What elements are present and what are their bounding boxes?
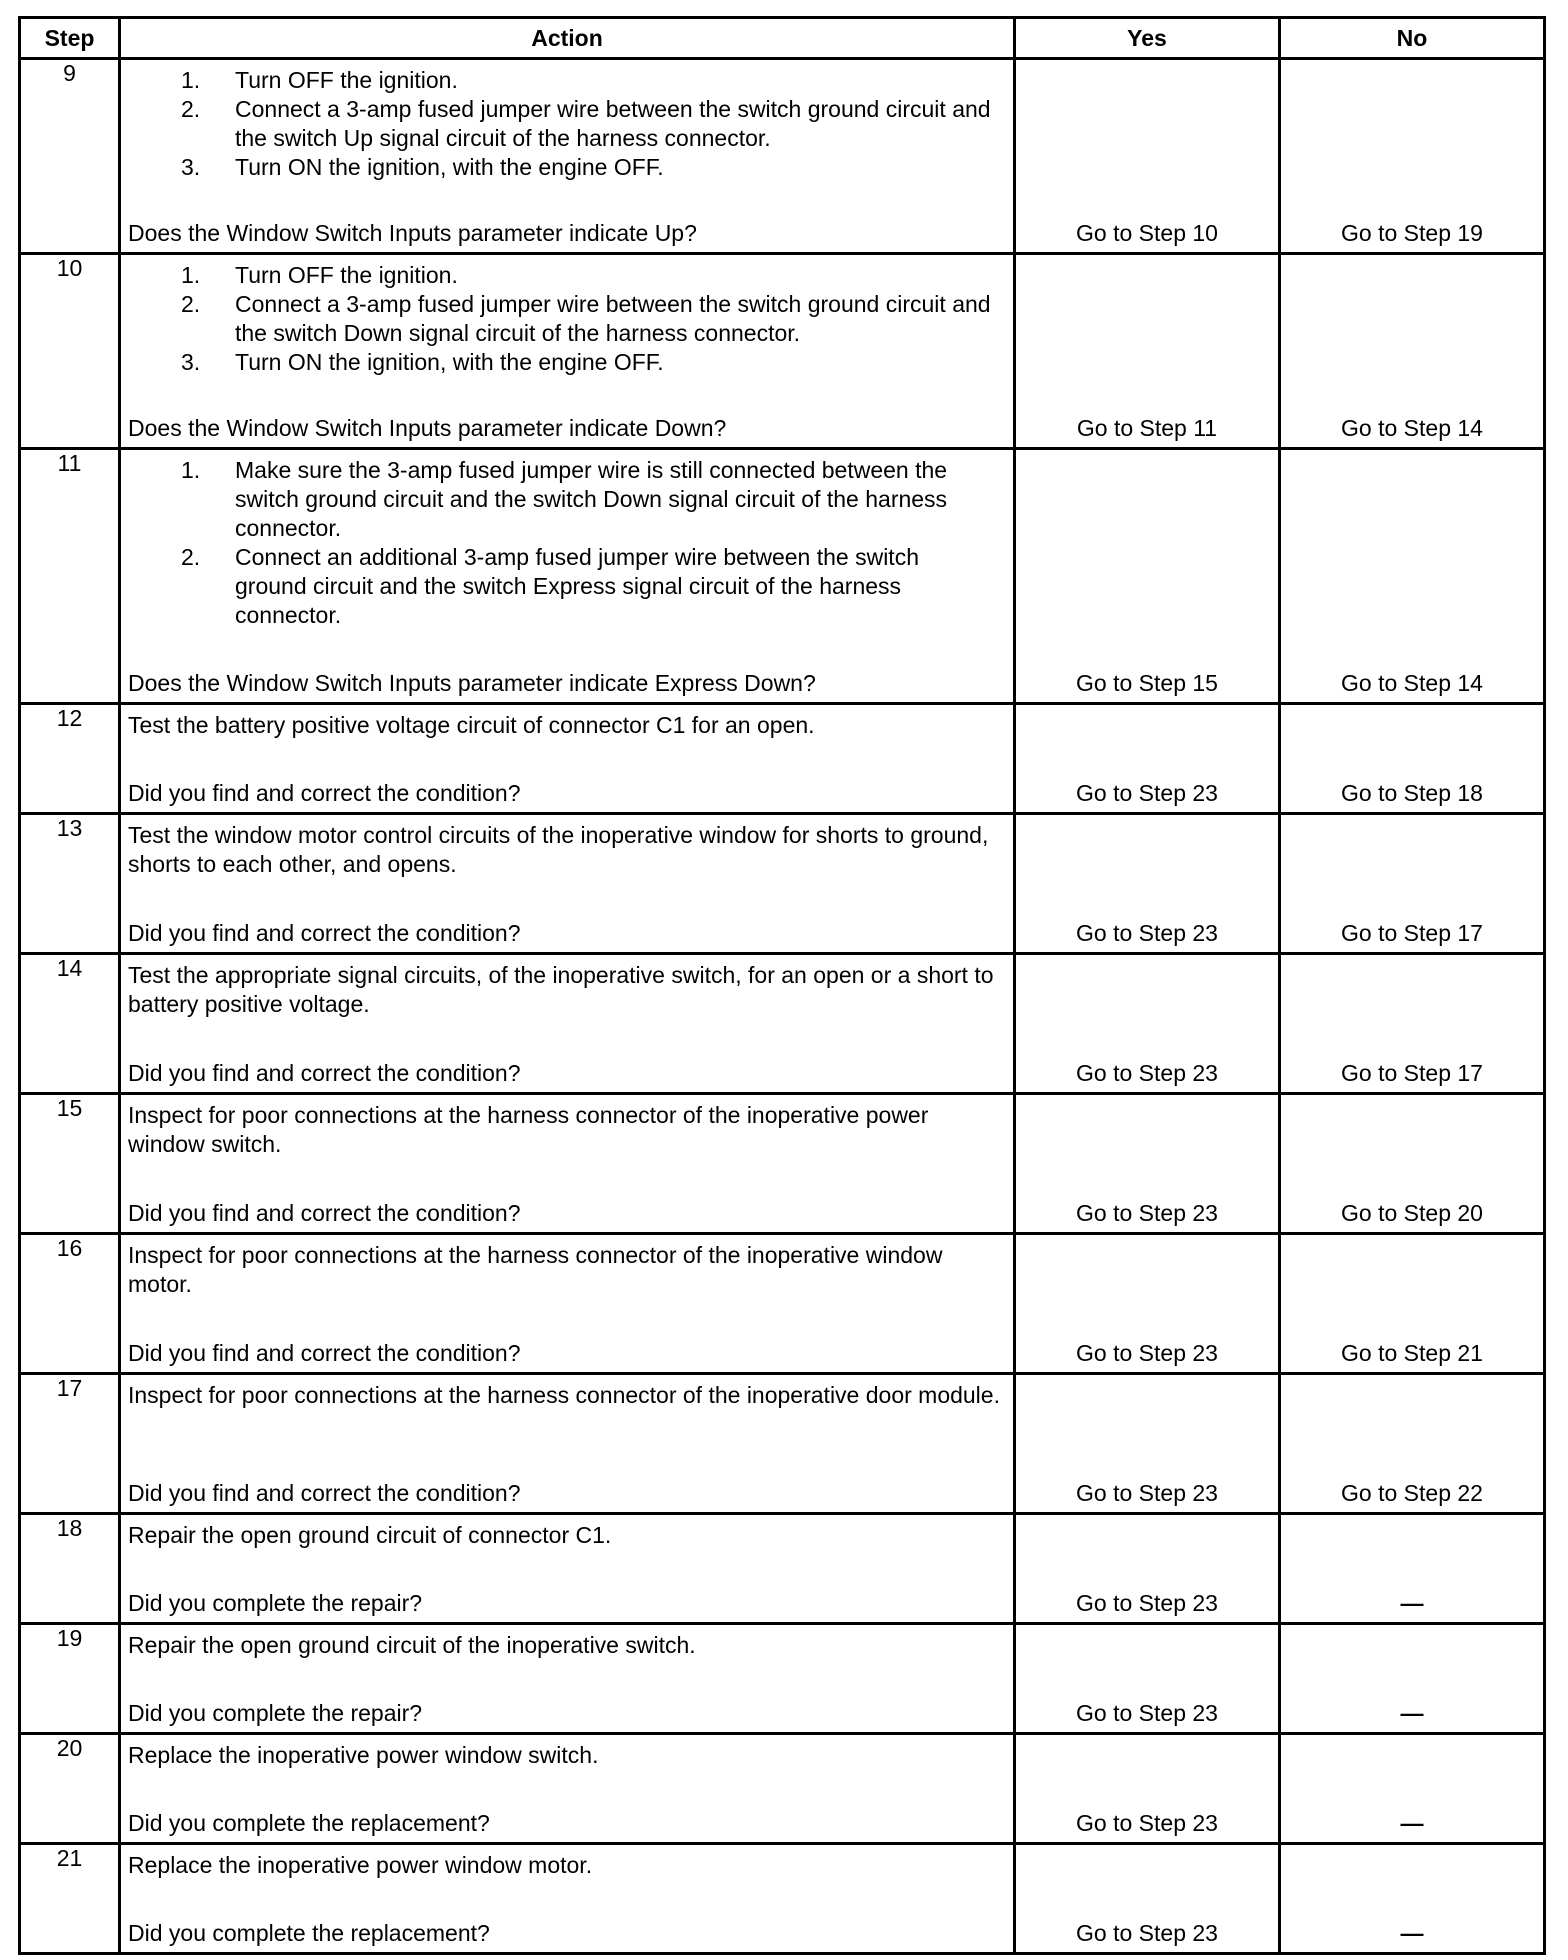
action-text: Inspect for poor connections at the harness connector of the inoperative door module. xyxy=(128,1382,1000,1408)
no-cell xyxy=(1280,814,1545,954)
instruction-text: Connect a 3-amp fused jumper wire between the switch ground circuit and the switch Down signal circuit of the harness connector. xyxy=(235,291,991,346)
question-text: Did you find and correct the condition? xyxy=(128,1340,521,1366)
no-answer: Go to Step 22 xyxy=(1341,1480,1483,1506)
action-cell xyxy=(120,704,1015,814)
instruction-number: 2. xyxy=(181,96,201,122)
question-text: Did you find and correct the condition? xyxy=(128,1200,521,1226)
instruction-number: 1. xyxy=(181,457,201,483)
yes-answer: Go to Step 11 xyxy=(1076,415,1218,441)
no-cell xyxy=(1280,1234,1545,1374)
instruction-text: Connect a 3-amp fused jumper wire between the switch ground circuit and the switch Up signal circuit of the harness connector. xyxy=(235,96,991,151)
no-answer: — xyxy=(1400,1920,1424,1946)
question-text: Does the Window Switch Inputs parameter indicate Down? xyxy=(128,415,727,441)
yes-cell xyxy=(1015,449,1280,704)
yes-cell xyxy=(1015,704,1280,814)
instruction-list xyxy=(128,456,1005,630)
table-row xyxy=(20,814,1545,954)
no-cell xyxy=(1280,1734,1545,1844)
instruction-text: Make sure the 3-amp fused jumper wire is still connected between the switch ground circuit and the switch Down signal circuit of the harness connector. xyxy=(235,457,948,541)
instruction-item xyxy=(128,456,995,543)
yes-answer: Go to Step 23 xyxy=(1076,1340,1218,1366)
no-cell xyxy=(1280,1844,1545,1954)
instruction-list xyxy=(128,66,1005,182)
no-answer: — xyxy=(1400,1590,1424,1616)
yes-cell xyxy=(1015,1374,1280,1514)
no-cell xyxy=(1280,1374,1545,1514)
question-text: Did you complete the replacement? xyxy=(128,1810,490,1836)
table-row xyxy=(20,1374,1545,1514)
yes-answer: Go to Step 15 xyxy=(1076,670,1218,696)
yes-cell xyxy=(1015,1234,1280,1374)
action-cell xyxy=(120,814,1015,954)
no-cell xyxy=(1280,1624,1545,1734)
no-cell xyxy=(1280,1514,1545,1624)
action-cell xyxy=(120,1624,1015,1734)
step-number: 17 xyxy=(20,1374,120,1514)
action-cell xyxy=(120,1234,1015,1374)
yes-answer: Go to Step 23 xyxy=(1076,1200,1218,1226)
instruction-item xyxy=(128,261,995,290)
action-cell xyxy=(120,1844,1015,1954)
table-row xyxy=(20,1094,1545,1234)
yes-cell xyxy=(1015,954,1280,1094)
instruction-text: Turn OFF the ignition. xyxy=(235,262,458,288)
step-number: 21 xyxy=(20,1844,120,1954)
no-answer: Go to Step 17 xyxy=(1341,920,1483,946)
yes-cell xyxy=(1015,59,1280,254)
table-row xyxy=(20,954,1545,1094)
question-text: Did you complete the replacement? xyxy=(128,1920,490,1946)
action-cell xyxy=(120,254,1015,449)
no-answer: Go to Step 14 xyxy=(1341,415,1483,441)
step-number: 19 xyxy=(20,1624,120,1734)
action-cell xyxy=(120,1094,1015,1234)
yes-cell xyxy=(1015,254,1280,449)
instruction-item xyxy=(128,66,995,95)
step-number: 18 xyxy=(20,1514,120,1624)
instruction-item xyxy=(128,290,995,348)
step-number: 11 xyxy=(20,449,120,704)
question-text: Did you find and correct the condition? xyxy=(128,780,521,806)
table-row xyxy=(20,59,1545,254)
instruction-number: 2. xyxy=(181,291,201,317)
step-number: 12 xyxy=(20,704,120,814)
instruction-number: 1. xyxy=(181,262,201,288)
yes-answer: Go to Step 23 xyxy=(1076,1700,1218,1726)
no-cell xyxy=(1280,1094,1545,1234)
action-text: Repair the open ground circuit of the inoperative switch. xyxy=(128,1632,696,1658)
action-cell xyxy=(120,954,1015,1094)
step-number: 10 xyxy=(20,254,120,449)
action-cell xyxy=(120,1734,1015,1844)
question-text: Did you find and correct the condition? xyxy=(128,1060,521,1086)
instruction-number: 1. xyxy=(181,67,201,93)
yes-cell xyxy=(1015,1624,1280,1734)
no-cell xyxy=(1280,254,1545,449)
yes-cell xyxy=(1015,814,1280,954)
step-number: 14 xyxy=(20,954,120,1094)
table-row xyxy=(20,1734,1545,1844)
header-yes: Yes xyxy=(1015,18,1280,59)
instruction-text: Turn ON the ignition, with the engine OFF. xyxy=(235,349,664,375)
question-text: Did you find and correct the condition? xyxy=(128,920,521,946)
step-number: 16 xyxy=(20,1234,120,1374)
no-answer: — xyxy=(1400,1810,1424,1836)
table-row xyxy=(20,1624,1545,1734)
yes-answer: Go to Step 23 xyxy=(1076,1920,1218,1946)
step-number: 20 xyxy=(20,1734,120,1844)
header-row xyxy=(20,18,1545,59)
no-answer: Go to Step 18 xyxy=(1341,780,1483,806)
instruction-item xyxy=(128,348,995,377)
no-answer: Go to Step 14 xyxy=(1341,670,1483,696)
question-text: Did you find and correct the condition? xyxy=(128,1480,521,1506)
action-text: Replace the inoperative power window switch. xyxy=(128,1742,599,1768)
instruction-text: Turn ON the ignition, with the engine OFF. xyxy=(235,154,664,180)
instruction-number: 2. xyxy=(181,544,201,570)
action-text: Test the window motor control circuits of the inoperative window for shorts to ground, shorts to each other, and opens. xyxy=(128,822,989,877)
no-answer: Go to Step 20 xyxy=(1341,1200,1483,1226)
yes-answer: Go to Step 23 xyxy=(1076,1810,1218,1836)
action-text: Test the appropriate signal circuits, of the inoperative switch, for an open or a short to battery positive voltage. xyxy=(128,962,994,1017)
yes-answer: Go to Step 23 xyxy=(1076,1060,1218,1086)
question-text: Does the Window Switch Inputs parameter indicate Express Down? xyxy=(128,670,816,696)
yes-answer: Go to Step 10 xyxy=(1076,220,1218,246)
no-cell xyxy=(1280,59,1545,254)
action-text: Test the battery positive voltage circuit of connector C1 for an open. xyxy=(128,712,815,738)
action-text: Replace the inoperative power window motor. xyxy=(128,1852,593,1878)
instruction-item xyxy=(128,153,995,182)
step-number: 15 xyxy=(20,1094,120,1234)
instruction-list xyxy=(128,261,1005,377)
instruction-item xyxy=(128,95,995,153)
step-number: 13 xyxy=(20,814,120,954)
question-text: Did you complete the repair? xyxy=(128,1590,423,1616)
instruction-text: Connect an additional 3-amp fused jumper wire between the switch ground circuit and the switch Express signal circuit of the harness connector. xyxy=(235,544,919,628)
action-cell xyxy=(120,1514,1015,1624)
no-answer: — xyxy=(1400,1700,1424,1726)
yes-answer: Go to Step 23 xyxy=(1076,920,1218,946)
table-row xyxy=(20,254,1545,449)
yes-cell xyxy=(1015,1514,1280,1624)
yes-answer: Go to Step 23 xyxy=(1076,780,1218,806)
instruction-number: 3. xyxy=(181,154,201,180)
instruction-text: Turn OFF the ignition. xyxy=(235,67,458,93)
no-answer: Go to Step 21 xyxy=(1341,1340,1483,1366)
table-row xyxy=(20,1514,1545,1624)
header-step: Step xyxy=(20,18,120,59)
action-text: Inspect for poor connections at the harness connector of the inoperative window motor. xyxy=(128,1242,943,1297)
no-cell xyxy=(1280,954,1545,1094)
action-cell xyxy=(120,449,1015,704)
table-row xyxy=(20,1844,1545,1954)
header-action: Action xyxy=(120,18,1015,59)
step-number: 9 xyxy=(20,59,120,254)
question-text: Does the Window Switch Inputs parameter indicate Up? xyxy=(128,220,697,246)
yes-cell xyxy=(1015,1734,1280,1844)
action-cell xyxy=(120,59,1015,254)
yes-answer: Go to Step 23 xyxy=(1076,1590,1218,1616)
no-cell xyxy=(1280,704,1545,814)
table-row xyxy=(20,449,1545,704)
table-row xyxy=(20,704,1545,814)
question-text: Did you complete the repair? xyxy=(128,1700,423,1726)
no-answer: Go to Step 19 xyxy=(1341,220,1483,246)
action-text: Inspect for poor connections at the harness connector of the inoperative power window switch. xyxy=(128,1102,929,1157)
header-no: No xyxy=(1280,18,1545,59)
action-text: Repair the open ground circuit of connector C1. xyxy=(128,1522,612,1548)
no-answer: Go to Step 17 xyxy=(1341,1060,1483,1086)
yes-cell xyxy=(1015,1844,1280,1954)
yes-answer: Go to Step 23 xyxy=(1076,1480,1218,1506)
no-cell xyxy=(1280,449,1545,704)
yes-cell xyxy=(1015,1094,1280,1234)
diagnostic-table xyxy=(18,16,1546,1955)
instruction-item xyxy=(128,543,995,630)
table-row xyxy=(20,1234,1545,1374)
instruction-number: 3. xyxy=(181,349,201,375)
action-cell xyxy=(120,1374,1015,1514)
